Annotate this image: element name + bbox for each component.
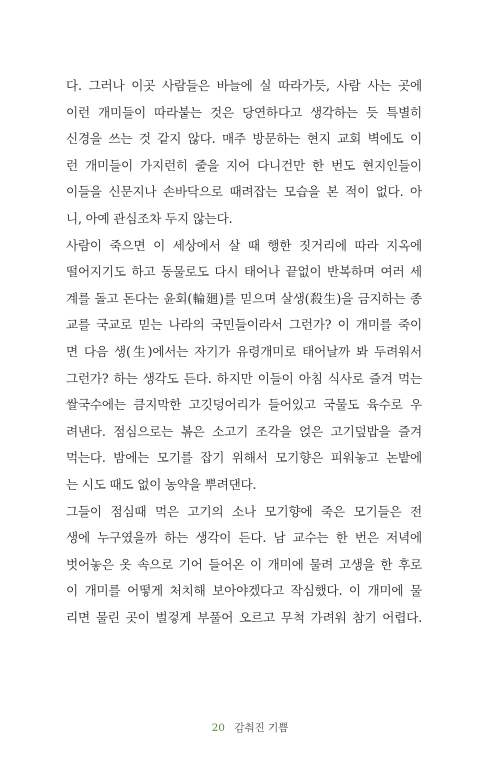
text-line: 생에 누구였을까 하는 생각이 든다. 남 교수는 한 번은 저녁에 — [66, 530, 422, 546]
text-line: 이런 개미들이 따라붙는 것은 당연하다고 생각하는 듯 특별히 — [66, 104, 422, 120]
text-line: 리면 물린 곳이 벌겋게 부풀어 오르고 무척 가려워 참기 어렵다. — [66, 609, 422, 625]
text-line: 쌀국수에는 큼지막한 고깃덩어리가 들어있고 국물도 육수로 우 — [66, 397, 422, 413]
body-text — [66, 73, 422, 631]
text-line: 교를 국교로 믿는 나라의 국민들이라서 그런가? 이 개미를 죽이 — [66, 317, 422, 333]
text-line: 그들이 점심때 먹은 고기의 소나 모기향에 죽은 모기들은 전 — [66, 503, 422, 519]
text-line: 다. 그러나 이곳 사람들은 바늘에 실 따라가듯, 사람 사는 곳에 — [66, 78, 422, 93]
text-line: 먹는다. 밤에는 모기를 잡기 위해서 모기향은 피워놓고 논밭에 — [66, 450, 422, 466]
page-number: 20 — [211, 722, 225, 734]
page-footer — [0, 720, 500, 735]
text-line: 벗어놓은 옷 속으로 기어 들어온 이 개미에 물려 고생을 한 후로 — [66, 556, 422, 572]
text-line: 니, 아예 관심조차 두지 않는다. — [66, 210, 233, 226]
text-line: 려낸다. 점심으로는 볶은 소고기 조각을 얹은 고기덮밥을 즐겨 — [66, 423, 422, 439]
text-line: 그런가? 하는 생각도 든다. 하지만 이들이 아침 식사로 즐겨 먹는 — [66, 370, 422, 386]
text-line: 계를 돌고 돈다는 윤회(輪廻)를 믿으며 살생(殺生)을 금지하는 종 — [66, 290, 422, 306]
text-line: 신경을 쓰는 것 같지 않다. 매주 방문하는 현지 교회 벽에도 이 — [66, 131, 422, 147]
text-line: 런 개미들이 가지런히 줄을 지어 다니건만 한 번도 현지인들이 — [66, 157, 422, 173]
text-line: 는 시도 때도 없이 농약을 뿌려댄다. — [66, 476, 257, 492]
text-line: 이들을 신문지나 손바닥으로 때려잡는 모습을 본 적이 없다. 아 — [66, 184, 422, 200]
text-line: 이 개미를 어떻게 처치해 보아야겠다고 작심했다. 이 개미에 물 — [66, 583, 422, 599]
text-line: 떨어지기도 하고 동물로도 다시 태어나 끝없이 반복하며 여러 세 — [66, 264, 422, 280]
text-line: 사람이 죽으면 이 세상에서 살 때 행한 짓거리에 따라 지옥에 — [66, 237, 422, 253]
book-title: 감춰진 기쁨 — [234, 722, 289, 734]
text-line: 면 다음 생(生)에서는 자기가 유령개미로 태어날까 봐 두려워서 — [66, 343, 422, 359]
